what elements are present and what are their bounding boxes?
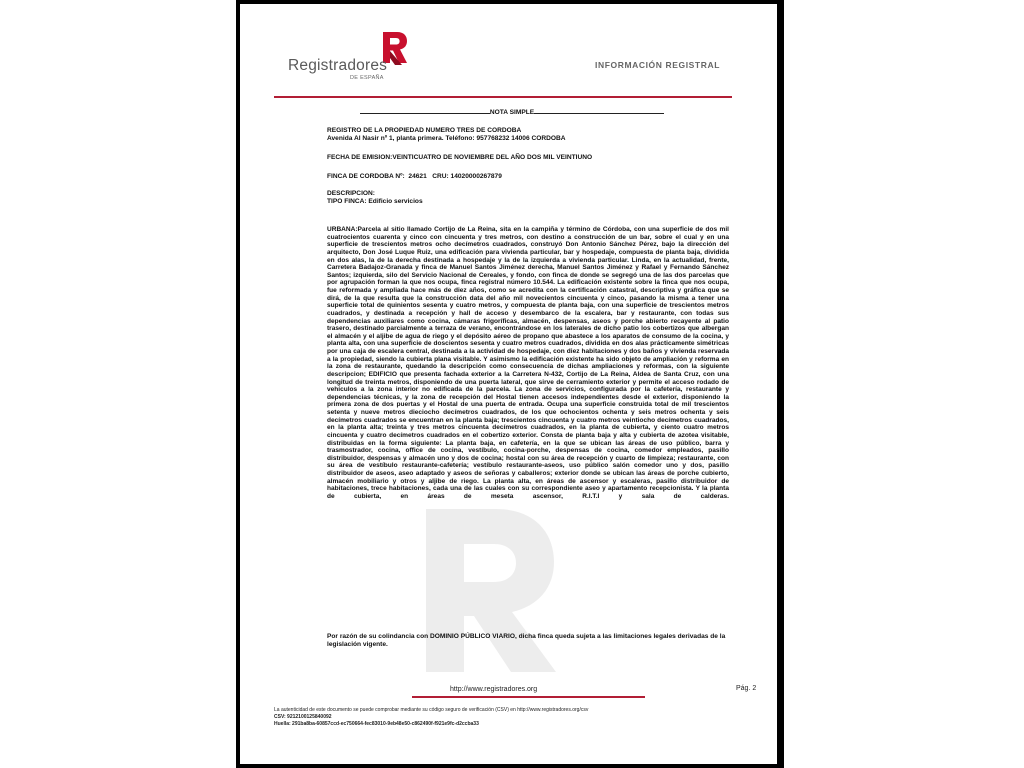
issue-date: FECHA DE EMISION:VEINTICUATRO DE NOVIEMBRE DEL AÑO DOS MIL VEINTIUNO	[327, 154, 593, 161]
finca-identifier: FINCA DE CORDOBA Nº: 24621 CRU: 14020000267879	[327, 173, 502, 180]
finca-type: TIPO FINCA: Edificio servicios	[327, 197, 423, 205]
property-description: URBANA:Parcela al sitio llamado Cortijo de La Reina, sita en la campiña y término de Córdoba, con una superficie de dos mil cuatrocientos cuarenta y cinco con cincuenta y tres metros, con destino a construcción de un bar, sobre el cual y en una superficie de trescientos metros ocho decímetros cuadrados, construyó Don Antonio Sánchez Pérez, bajo la dirección del arquitecto, Don José Luque Ruiz, una edificación para vivienda particular, bar y hospedaje, compuesta de planta baja, dividida en dos alas, la de la derecha destinada a hospedaje y la de la izquierda a vivienda particular. Linda, en la actualidad, frente, Carretera Badajoz-Granada y finca de Manuel Santos Jiménez derecha, Manuel Santos Jiménez y Rafael y Fernando Sánchez Santos; izquierda, silo del Servicio Nacional de Cereales, y fondo, con finca de donde se segregó una de las dos parcelas que por agrupación forman la que nos ocupa, finca registral número 10.544. La edificación existente sobre la finca que nos ocupa, fue reformada y ampliada hace más de diez años, como se acredita con la certificación catastral, descriptiva y gráfica que se dirá, de la que resulta que la construcción data del año mil novecientos cincuenta y cinco, pasando la misma a tener una superficie total de quinientos sesenta y cuatro metros, y compuesta de planta baja, con una superficie de trescientos metros cuadrados, y destinada a recepción y hall de acceso y desembarco de la escalera, bar y restaurante, con todas sus dependencias auxiliares como cocina, cámaras frigoríficas, almacén, despensas, aseos y porche abierto recayente al patio trasero, destinado parcialmente a terraza de verano, encontrándose en los laterales de dicho patio los cobertizos que albergan el almacén y el aljibe de agua de riego y el depósito aéreo de propano que abastece a los aparatos de consumo de la cocina, y planta alta, con una superficie de doscientos sesenta y cuatro metros cuadrados, dividida en dos alas prácticamente simétricas por una caja de escalera central, destinada a la actividad de hospedaje, con diez habitaciones y dos baños y vivienda reservada a la propiedad, siendo la cubierta plana visitable. Y asimismo la edificación existente ha sido objeto de ampliación y reforma en la zona de restaurante, quedando la descripción como consecuencia de dichas ampliaciones y reformas, con la siguiente descripcion; EDIFICIO que presenta fachada exterior a la Carretera N-432, Cortijo de La Reina, Aldea de Santa Cruz, con una longitud de treinta metros, disponiendo de una puerta lateral, que sirve de cerramiento exterior y permite el acceso rodado de vehículos a la zona interior no edificada de la parcela. La zona de servicios, configurada por la cafetería, restaurante y dependencias técnicas, y la zona de recepción del Hostal tienen accesos independientes desde el exterior, disponiendo la primera zona de dos puertas y el Hostal de una puerta de entrada. Ocupa una superficie construida total de mil trescientos setenta y nueve metros dieciocho decímetros cuadrados, de los que ochocientos ochenta y seis metros ochenta y seis decímetros cuadrados se encuentran en la planta baja; trescientos cincuenta y cuatro metros veintiocho decímetros cuadrados, en la planta alta; treinta y tres metros cincuenta decímetros cuadrados, en la planta de cubierta, y ciento cuatro metros cincuenta y cuatro decímetros cuadrados en el cobertizo exterior. Consta de planta baja y alta y cubierta de azotea visitable, distribuidas en la forma siguiente: La planta baja, en cafetería, en la que se ubican las áreas de uso público, barra y trasmostrador, cocina, office de cocina, vestíbulo, cocina-porche, despensas de cocina, comedor empleados, pasillo distribuidor, despensas y almacén uno y dos de cocina; hostal con su área de recepción y cuarto de limpieza; restaurante, con su área de vestíbulo restaurante-cafetería; vestíbulo restaurante-aseos, uso público salón comedor uno y dos, pasillo distribuidor de aseos, aseo adaptado y aseos de señoras y caballeros; exterior donde se ubican las áreas de porche cubierto, almacén mobiliario y otros y aljibe de riego. La planta alta, en áreas de ascensor y escaleras, pasillo distribuidor de habitaciones, trece habitaciones, cada una de las cuales con su correspondiente aseo y apartamento recepcionista. Y la planta de cubierta, en áreas de meseta ascensor, R.I.T.I y sala de calderas.	[327, 226, 729, 500]
csv-note: La autenticidad de este documento se puede comprobar mediante su código seguro de verificación (CSV) en http://www.registradores.org/csv	[274, 707, 589, 713]
document-title-line	[322, 107, 702, 117]
document-page	[240, 4, 777, 764]
description-block	[327, 190, 727, 205]
header-divider	[274, 96, 732, 98]
csv-code: CSV: 9212100125840092	[274, 714, 332, 720]
footer-url[interactable]: http://www.registradores.org	[450, 686, 538, 693]
title-rule-right	[534, 107, 664, 114]
brand-name: Registradores	[288, 57, 388, 74]
registry-name: REGISTRO DE LA PROPIEDAD NUMERO TRES DE CORDOBA	[327, 127, 522, 134]
title-rule-left	[360, 107, 490, 114]
page-number: Pág. 2	[736, 685, 757, 692]
registry-block	[327, 127, 727, 142]
description-label: DESCRIPCION:	[327, 190, 375, 197]
verification-block	[274, 707, 754, 728]
footer-divider	[412, 696, 645, 698]
legal-limitation: Por razón de su colindancia con DOMINIO PÚBLICO VIARIO, dicha finca queda sujeta a las limitaciones legales derivadas de la legislación vigente.	[327, 633, 726, 648]
section-title: INFORMACIÓN REGISTRAL	[595, 60, 720, 70]
huella-code: Huella: 291ba8ba-60857ccd-ec750664-fec83010-9eb48e50-c862490f-f921e9fc-d2ccba33	[274, 721, 479, 727]
brand-subtitle: DE ESPAÑA	[350, 75, 384, 81]
document-frame	[236, 0, 784, 768]
registry-address: Avenida Al Nasir nº 1, planta primera. Teléfono: 957768232 14006 CORDOBA	[327, 134, 566, 142]
document-title: NOTA SIMPLE	[489, 109, 535, 116]
